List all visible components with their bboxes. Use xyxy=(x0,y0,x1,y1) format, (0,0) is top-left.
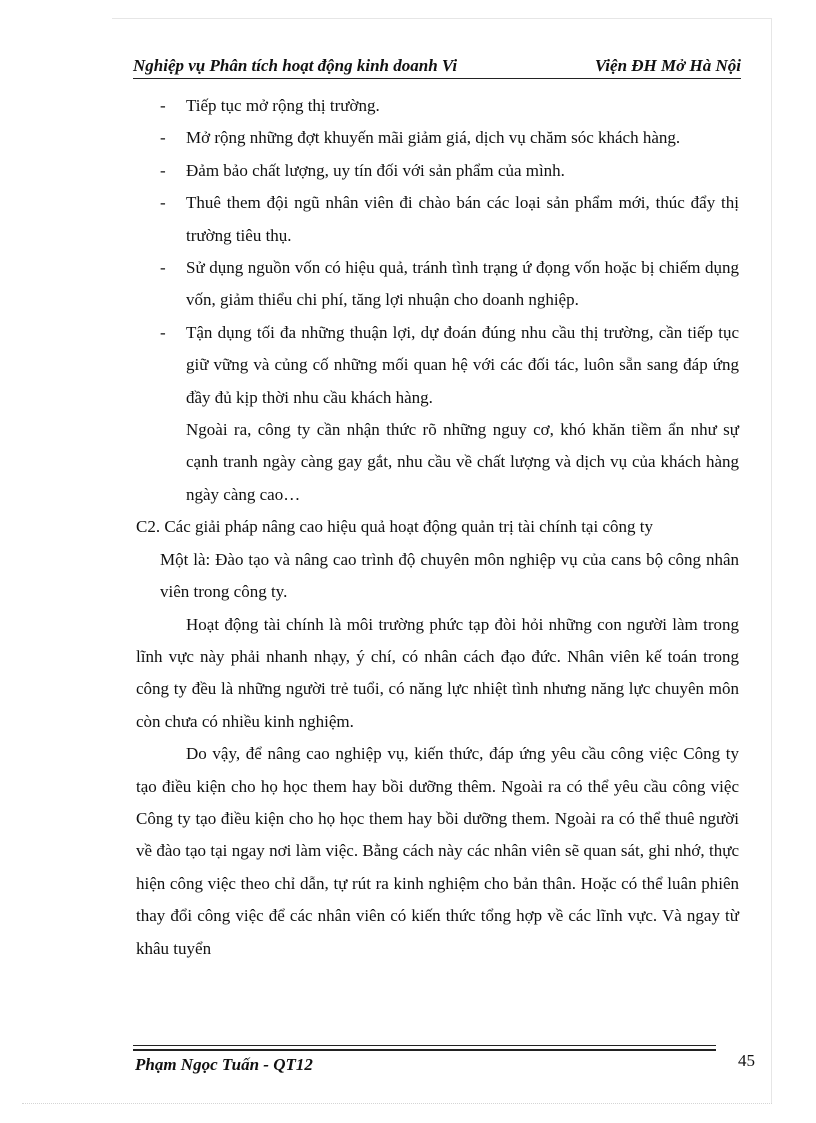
page-frame-bottom xyxy=(22,1103,772,1105)
bullet-text: Tận dụng tối đa những thuận lợi, dự đoán đúng nhu cầu thị trường, cần tiếp tục giữ vững và củng cố những mối quan hệ với các đối tác, luôn sẵn sang đáp ứng đầy đủ kịp thời nhu cầu khách hàng. xyxy=(186,322,739,407)
page-frame-right xyxy=(771,18,772,1103)
bullet-dash: - xyxy=(160,193,166,213)
bullet-item xyxy=(136,252,739,317)
bullet-item xyxy=(136,122,739,154)
footer-rule xyxy=(133,1045,716,1046)
bullet-item xyxy=(136,317,739,414)
page-body xyxy=(136,90,739,965)
footer-rule-thick xyxy=(133,1049,716,1051)
page-frame-top xyxy=(112,18,772,19)
bullet-text: Đảm bảo chất lượng, uy tín đối với sản phẩm của mình. xyxy=(186,160,565,180)
header-rule xyxy=(133,78,741,79)
body-paragraph: Hoạt động tài chính là môi trường phức tạp đòi hỏi những con người làm trong lĩnh vực này phải nhanh nhạy, ý chí, có nhân cách đạo đức. Nhân viên kế toán trong công ty đều là những người trẻ tuổi, có năng lực nhiệt tình nhưng năng lực chuyên môn còn chưa có nhiều kinh nghiệm. xyxy=(136,614,739,731)
bullet-dash: - xyxy=(160,96,166,115)
bullet-text: Mở rộng những đợt khuyến mãi giảm giá, dịch vụ chăm sóc khách hàng. xyxy=(186,128,681,148)
bullet-item xyxy=(136,155,739,187)
body-paragraph: Do vậy, để nâng cao nghiệp vụ, kiến thức, đáp ứng yêu cầu công việc Công ty tạo điều kiện cho họ học them hay bồi dưỡng thêm. Ngoài ra có thể yêu cầu công việc Công ty tạo điều kiện cho họ học them hay bồi dưỡng them. Ngoài ra có thể thuê người về đào tạo tại ngay nơi làm việc. Bằng cách này các nhân viên sẽ quan sát, ghi nhớ, thực hiện công việc theo chỉ dẫn, tự rút ra kinh nghiệm cho bản thân. Hoặc có thể luân phiên thay đổi công việc để các nhân viên có kiến thức tổng hợp về các lĩnh vực. Và ngay từ khâu tuyển xyxy=(136,744,739,958)
bullet-dash: - xyxy=(160,258,166,278)
bullet-text: Tiếp tục mở rộng thị trường. xyxy=(186,96,380,115)
header-course-title: Nghiệp vụ Phân tích hoạt động kinh doanh Vi xyxy=(133,56,458,75)
bullet-item xyxy=(136,90,739,122)
bullet-dash: - xyxy=(160,160,166,180)
footer-author: Phạm Ngọc Tuấn - QT12 xyxy=(135,1055,313,1074)
bullet-item xyxy=(136,187,739,252)
page-number: 45 xyxy=(738,1051,755,1070)
risk-paragraph: Ngoài ra, công ty cần nhận thức rõ những nguy cơ, khó khăn tiềm ẩn như sự cạnh tranh ngày càng gay gắt, nhu cầu về chất lượng và dịch vụ của khách hàng ngày càng cao… xyxy=(186,420,739,504)
section-heading: C2. Các giải pháp nâng cao hiệu quả hoạt động quản trị tài chính tại công ty xyxy=(136,517,653,537)
bullet-dash: - xyxy=(160,322,166,342)
bullet-text: Thuê them đội ngũ nhân viên đi chào bán các loại sản phẩm mới, thúc đẩy thị trường tiêu thụ. xyxy=(186,193,739,245)
bullet-text: Sử dụng nguồn vốn có hiệu quả, tránh tình trạng ứ đọng vốn hoặc bị chiếm dụng vốn, giảm thiểu chi phí, tăng lợi nhuận cho doanh nghiệp. xyxy=(186,258,739,310)
solution-one: Một là: Đào tạo và nâng cao trình độ chuyên môn nghiệp vụ của cans bộ công nhân viên trong công ty. xyxy=(160,549,739,602)
header-institution: Viện ĐH Mở Hà Nội xyxy=(594,56,741,75)
bullet-dash: - xyxy=(160,128,166,148)
